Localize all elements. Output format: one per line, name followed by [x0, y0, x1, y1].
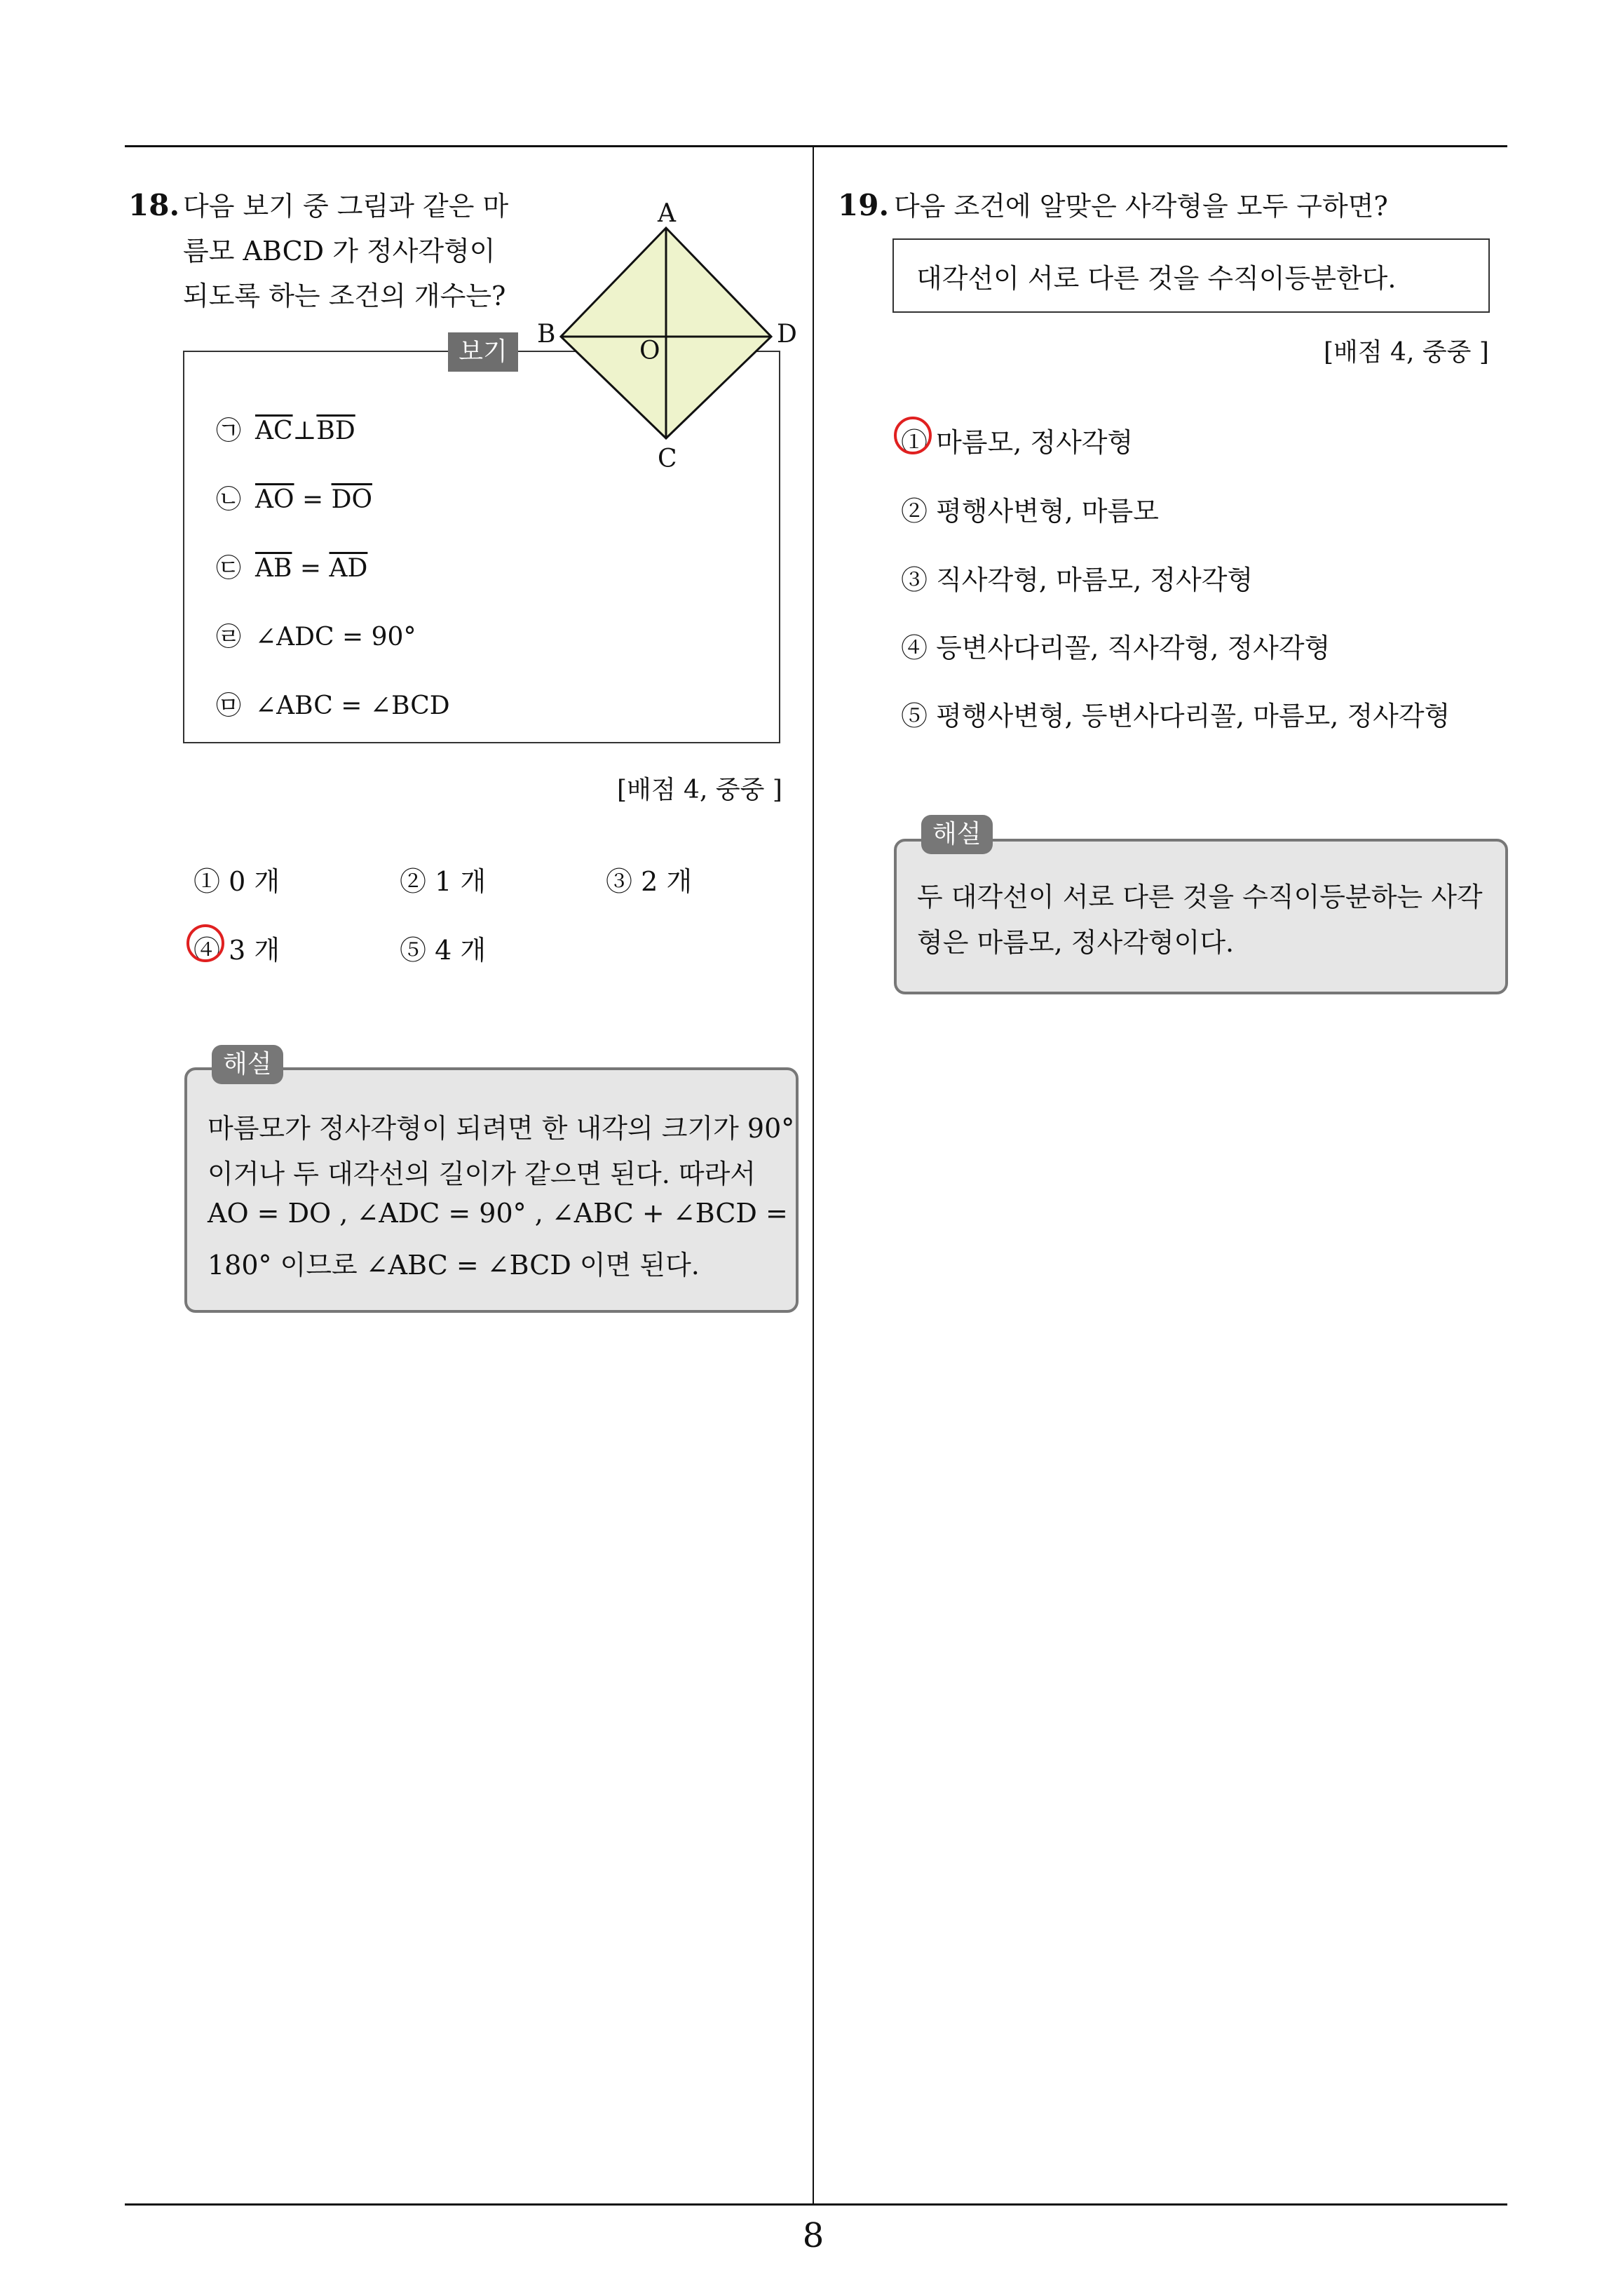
- answer-mark-circle: [186, 924, 224, 962]
- q18-choice-5[interactable]: ⑤ 4 개: [400, 935, 487, 966]
- vertex-label-d: D: [777, 320, 797, 349]
- angle: ∠BCD: [369, 691, 450, 720]
- bogi-item: [216, 617, 416, 653]
- segment: $\overline{AC}$: [255, 417, 293, 445]
- q18-text-line: 다음 보기 중 그림과 같은 마: [183, 191, 509, 222]
- q19-choice-2[interactable]: ② 평행사변형, 마름모: [901, 496, 1159, 527]
- q19-number: 19.: [838, 188, 890, 222]
- bogi-marker: ㉣: [216, 623, 242, 651]
- q19-condition-text: 대각선이 서로 다른 것을 수직이등분한다.: [916, 263, 1397, 294]
- page-number: 8: [802, 2216, 824, 2255]
- operator: ⊥: [292, 417, 317, 445]
- q19-explanation-box: [894, 839, 1508, 994]
- q19-choice-1[interactable]: ① 마름모, 정사각형: [901, 427, 1134, 458]
- operator: =: [332, 691, 370, 720]
- q19-score: [배점 4, 중중 ]: [1324, 338, 1489, 367]
- q19-choice-3[interactable]: ③ 직사각형, 마름모, 정사각형: [901, 565, 1254, 595]
- vertex-label-b: B: [537, 320, 556, 349]
- bogi-marker: ㉤: [216, 691, 242, 720]
- q18-explanation-line: 이거나 두 대각선의 길이가 같으면 된다. 따라서: [208, 1159, 756, 1189]
- segment: $\overline{BD}$: [316, 417, 355, 445]
- bogi-label: 보기: [448, 332, 518, 372]
- q18-explanation-line: 마름모가 정사각형이 되려면 한 내각의 크기가 90°: [208, 1113, 795, 1144]
- vertex-label-c: C: [658, 445, 677, 473]
- operator: =: [334, 623, 372, 651]
- q18-number: 18.: [128, 188, 180, 222]
- q18-text-line: 되도록 하는 조건의 개수는?: [183, 281, 506, 311]
- q18-choice-4[interactable]: ④ 3 개: [193, 935, 280, 966]
- bogi-item: [216, 480, 372, 515]
- bottom-rule: [125, 2203, 1507, 2206]
- bogi-item: [216, 548, 367, 584]
- center-label-o: O: [639, 337, 660, 365]
- top-rule: [125, 145, 1507, 147]
- answer-mark-circle: [894, 417, 932, 454]
- q19-choice-4[interactable]: ④ 등변사다리꼴, 직사각형, 정사각형: [901, 633, 1331, 663]
- q18-text-line: 름모 ABCD 가 정사각형이: [183, 236, 496, 266]
- vertex-label-a: A: [658, 199, 676, 228]
- q19-explanation-label: 해설: [921, 815, 993, 854]
- segment: $\overline{DO}$: [331, 485, 372, 514]
- segment: $\overline{AO}$: [255, 485, 294, 514]
- q19-choice-5[interactable]: ⑤ 평행사변형, 등변사다리꼴, 마름모, 정사각형: [901, 701, 1451, 731]
- angle: ∠ABC: [255, 691, 333, 720]
- q19-text: 다음 조건에 알맞은 사각형을 모두 구하면?: [894, 191, 1388, 222]
- segment: $\overline{AB}$: [255, 554, 292, 583]
- q18-choice-1[interactable]: ① 0 개: [193, 866, 280, 897]
- segment: $\overline{AD}$: [329, 554, 368, 583]
- q18-score: [배점 4, 중중 ]: [617, 776, 782, 804]
- angle-value: 90°: [371, 623, 416, 651]
- q19-explanation-line: 형은 마름모, 정사각형이다.: [917, 927, 1235, 958]
- bogi-item: [216, 411, 355, 447]
- bogi-marker: ㉠: [216, 417, 242, 445]
- q18-choice-3[interactable]: ③ 2 개: [606, 866, 693, 897]
- rhombus-figure: [533, 196, 813, 477]
- bogi-item: [216, 686, 450, 722]
- bogi-marker: ㉡: [216, 485, 242, 514]
- q18-explanation-line: 180° 이므로 ∠ABC = ∠BCD 이면 된다.: [208, 1250, 700, 1281]
- q19-explanation-line: 두 대각선이 서로 다른 것을 수직이등분하는 사각: [917, 882, 1483, 912]
- bogi-marker: ㉢: [216, 554, 242, 583]
- q18-choice-2[interactable]: ② 1 개: [400, 866, 487, 897]
- q18-text: [183, 184, 508, 318]
- q18-explanation-line: AO = DO , ∠ADC = 90° , ∠ABC + ∠BCD =: [208, 1198, 788, 1229]
- operator: =: [292, 554, 330, 583]
- angle: ∠ADC: [255, 623, 334, 651]
- operator: =: [294, 485, 332, 514]
- q18-explanation-label: 해설: [212, 1045, 283, 1084]
